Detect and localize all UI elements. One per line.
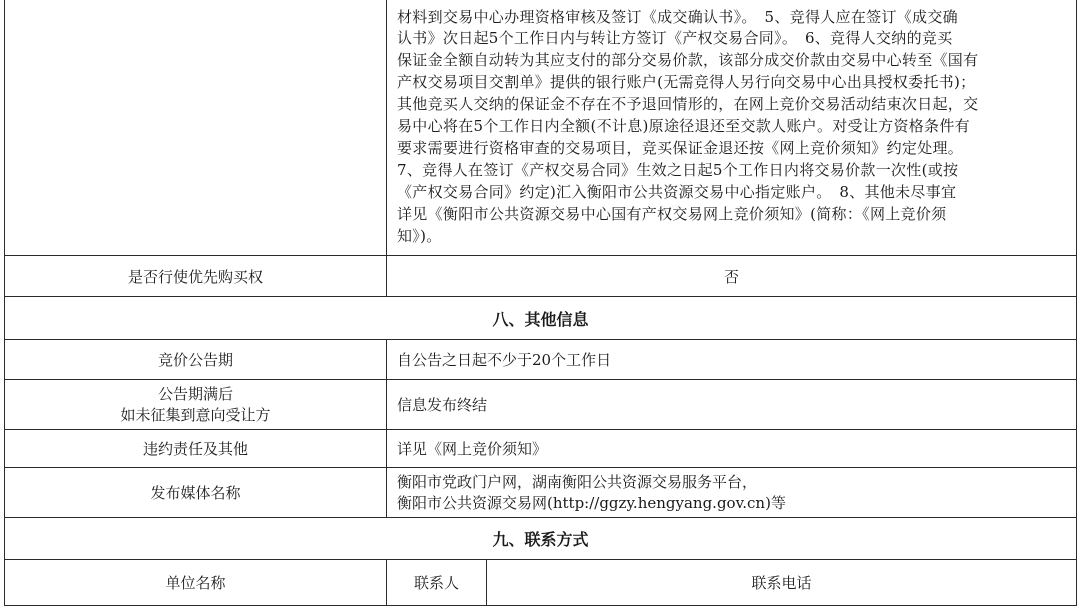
media-line1: 衡阳市党政门户网，湖南衡阳公共资源交易服务平台， (397, 472, 758, 491)
rules-line: 详见《衡阳市公共资源交易中心国有产权交易网上竞价须知》(简称：《网上竞价须 (397, 204, 947, 223)
rules-line: 要求需要进行资格审查的交易项目，竞买保证金退还按《网上竞价须知》约定处理。 (397, 138, 964, 157)
notice-period-label: 竞价公告期 (5, 340, 387, 380)
priority-value: 否 (387, 256, 1077, 297)
section-8-title: 八、其他信息 (5, 297, 1077, 340)
breach-value: 详见《网上竞价须知》 (387, 430, 1077, 468)
rules-line: 其他竞买人交纳的保证金不存在不予退回情形的，在网上竞价交易活动结束次日起，交 (397, 95, 979, 114)
rules-row (5, 0, 1077, 256)
no-buyer-label-line2: 如未征集到意向受让方 (120, 405, 271, 424)
rules-line: 易中心将在5个工作日内全额(不计息)原途径退还至交款人账户。对受让方资格条件有 (397, 117, 970, 136)
section-9-title: 九、联系方式 (5, 518, 1077, 560)
notice-period-value: 自公告之日起不少于20个工作日 (387, 340, 1077, 380)
contact-phone-header: 联系电话 (487, 560, 1077, 606)
rules-line: 知》)。 (397, 226, 442, 245)
notice-period-row (5, 340, 1077, 380)
breach-row (5, 430, 1077, 468)
priority-row (5, 256, 1077, 297)
media-value (387, 468, 1077, 518)
rules-line: 认书》次日起5个工作日内与转让方签订《产权交易合同》。 6、竞得人交纳的竞买 (397, 29, 953, 48)
no-buyer-label-line1: 公告期满后 (157, 384, 233, 403)
contact-unit-header: 单位名称 (5, 560, 387, 606)
rules-label-cell (5, 0, 387, 256)
rules-line: 产权交易项目交割单》提供的银行账户(无需竞得人另行向交易中心出具授权委托书)； (397, 73, 976, 92)
rules-line: 材料到交易中心办理资格审核及签订《成交确认书》。 5、竞得人应在签订《成交确 (397, 7, 958, 26)
media-row (5, 468, 1077, 518)
rules-paragraph (387, 0, 1077, 256)
rules-line: 《产权交易合同》约定)汇入衡阳市公共资源交易中心指定账户。 8、其他未尽事宜 (397, 182, 957, 201)
rules-line: 7、竞得人在签订《产权交易合同》生效之日起5个工作日内将交易价款一次性(或按 (397, 160, 959, 179)
no-buyer-row (5, 380, 1077, 430)
contact-header-row (5, 560, 1077, 606)
media-line2: 衡阳市公共资源交易网(http://ggzy.hengyang.gov.cn)等 (397, 493, 786, 512)
info-table (4, 0, 1077, 606)
breach-label: 违约责任及其他 (5, 430, 387, 468)
section-9-row (5, 518, 1077, 560)
media-label: 发布媒体名称 (5, 468, 387, 518)
contact-person-header: 联系人 (387, 560, 487, 606)
section-8-row (5, 297, 1077, 340)
no-buyer-value: 信息发布终结 (387, 380, 1077, 430)
rules-line: 保证金全额自动转为其应支付的部分交易价款，该部分成交价款由交易中心转至《国有 (397, 51, 979, 70)
priority-label: 是否行使优先购买权 (5, 256, 387, 297)
no-buyer-label (5, 380, 387, 430)
